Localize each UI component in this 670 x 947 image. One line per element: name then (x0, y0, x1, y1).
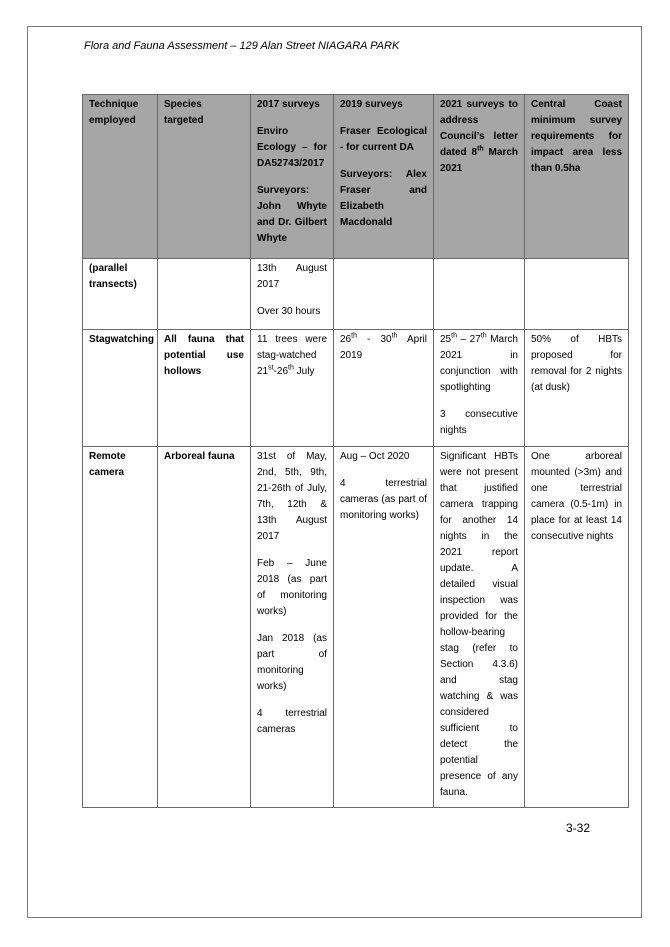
row1-2017-hours: Over 30 hours (257, 306, 321, 317)
col-2021-text: 2021 surveys to address Council’s letter dated 8 (440, 99, 518, 158)
row2-cc: 50% of HBTs proposed for removal for 2 nights (at dusk) (525, 330, 629, 447)
row3-2017-cameras: 4 terrestrial cameras (257, 708, 327, 735)
col-2019-header (334, 95, 434, 259)
document-header: Flora and Fauna Assessment – 129 Alan Street NIAGARA PARK (84, 40, 400, 52)
row2-2021-text: 25 (440, 334, 452, 345)
col-technique-header: Technique employed (83, 95, 158, 259)
col-2019-title: 2019 surveys (340, 99, 403, 110)
survey-table (82, 94, 629, 808)
row1-cc (525, 259, 629, 330)
row2-2021-sup: th (480, 332, 487, 340)
row1-species (158, 259, 251, 330)
row3-technique: Remote camera (83, 447, 158, 808)
row2-2021 (434, 330, 525, 447)
row2-2021-text: – 27 (456, 334, 481, 345)
row2-2021-sup: th (451, 332, 457, 340)
col-2017-surveyors: Surveyors: John Whyte and Dr. Gilbert Whyte (257, 185, 327, 244)
col-species-header: Species targeted (158, 95, 251, 259)
row1-2017-date: 13th August 2017 (257, 263, 327, 290)
row1-technique: (parallel transects) (83, 259, 158, 330)
row2-2017-text: -26 (273, 366, 289, 377)
row2-2017-sup: st (268, 364, 274, 372)
row1-2021 (434, 259, 525, 330)
row3-2021: Significant HBTs were not present that justified camera trapping for another 14 nights in the 2021 report update. A detailed visual inspection was provided for the hollow-bearing stag (refer to Section 4.3.6) and stag watching & was considered sufficient to detect the potential presence of any fauna. (434, 447, 525, 808)
row1-2019 (334, 259, 434, 330)
col-2019-surveyors: Surveyors: Alex Fraser and Elizabeth Macdonald (340, 169, 427, 228)
row2-species: All fauna that potential use hollows (158, 330, 251, 447)
row2-2019-text: - 30 (356, 334, 392, 345)
row2-2021-text: March 2021 in conjunction with spotlighting (440, 334, 518, 393)
table-header-row (83, 95, 629, 259)
col-2021-sup: th (477, 145, 484, 153)
row3-2019-dates: Aug – Oct 2020 (340, 451, 410, 462)
row2-2021-dates (440, 332, 518, 396)
row3-2017-jan: Jan 2018 (as part of monitoring works) (257, 633, 327, 692)
row2-2019-sup: th (391, 332, 398, 340)
row3-cc: One arboreal mounted (>3m) and one terrestrial camera (0.5-1m) in place for at least 14 consecutive nights (525, 447, 629, 808)
row2-technique: Stagwatching (83, 330, 158, 447)
row2-2019-text: April 2019 (340, 334, 427, 361)
row3-2017-feb: Feb – June 2018 (as part of monitoring works) (257, 558, 327, 617)
table-row (83, 259, 629, 330)
row2-2019-sup: th (351, 332, 357, 340)
row3-species: Arboreal fauna (158, 447, 251, 808)
page-number: 3-32 (566, 821, 591, 835)
col-2017-header (251, 95, 334, 259)
row2-2017-text: 11 trees were stag-watched 21 (257, 334, 327, 377)
row2-2019-text: 26 (340, 334, 352, 345)
table-row (83, 447, 629, 808)
row2-2021-nights: 3 consecutive nights (440, 409, 518, 436)
row2-2019 (334, 330, 434, 447)
row2-2017 (251, 330, 334, 447)
row2-2017-sup: th (288, 364, 294, 372)
col-cc-header: Central Coast minimum survey requirements for impact area less than 0.5ha (525, 95, 629, 259)
col-2017-org: Enviro Ecology – for DA52743/2017 (257, 126, 327, 169)
row2-2017-text: July (293, 366, 315, 377)
col-2017-title: 2017 surveys (257, 99, 320, 110)
row3-2017 (251, 447, 334, 808)
table-row (83, 330, 629, 447)
row1-2017 (251, 259, 334, 330)
row3-2017-dates: 31st of May, 2nd, 5th, 9th, 21-26th of July, 7th, 12th & 13th August 2017 (257, 451, 327, 542)
col-2021-header (434, 95, 525, 259)
row3-2019-cameras: 4 terrestrial cameras (as part of monitoring works) (340, 478, 427, 521)
col-2019-org: Fraser Ecological - for current DA (340, 126, 427, 153)
col-2021-text-end: March 2021 (440, 147, 519, 174)
row3-2019 (334, 447, 434, 808)
